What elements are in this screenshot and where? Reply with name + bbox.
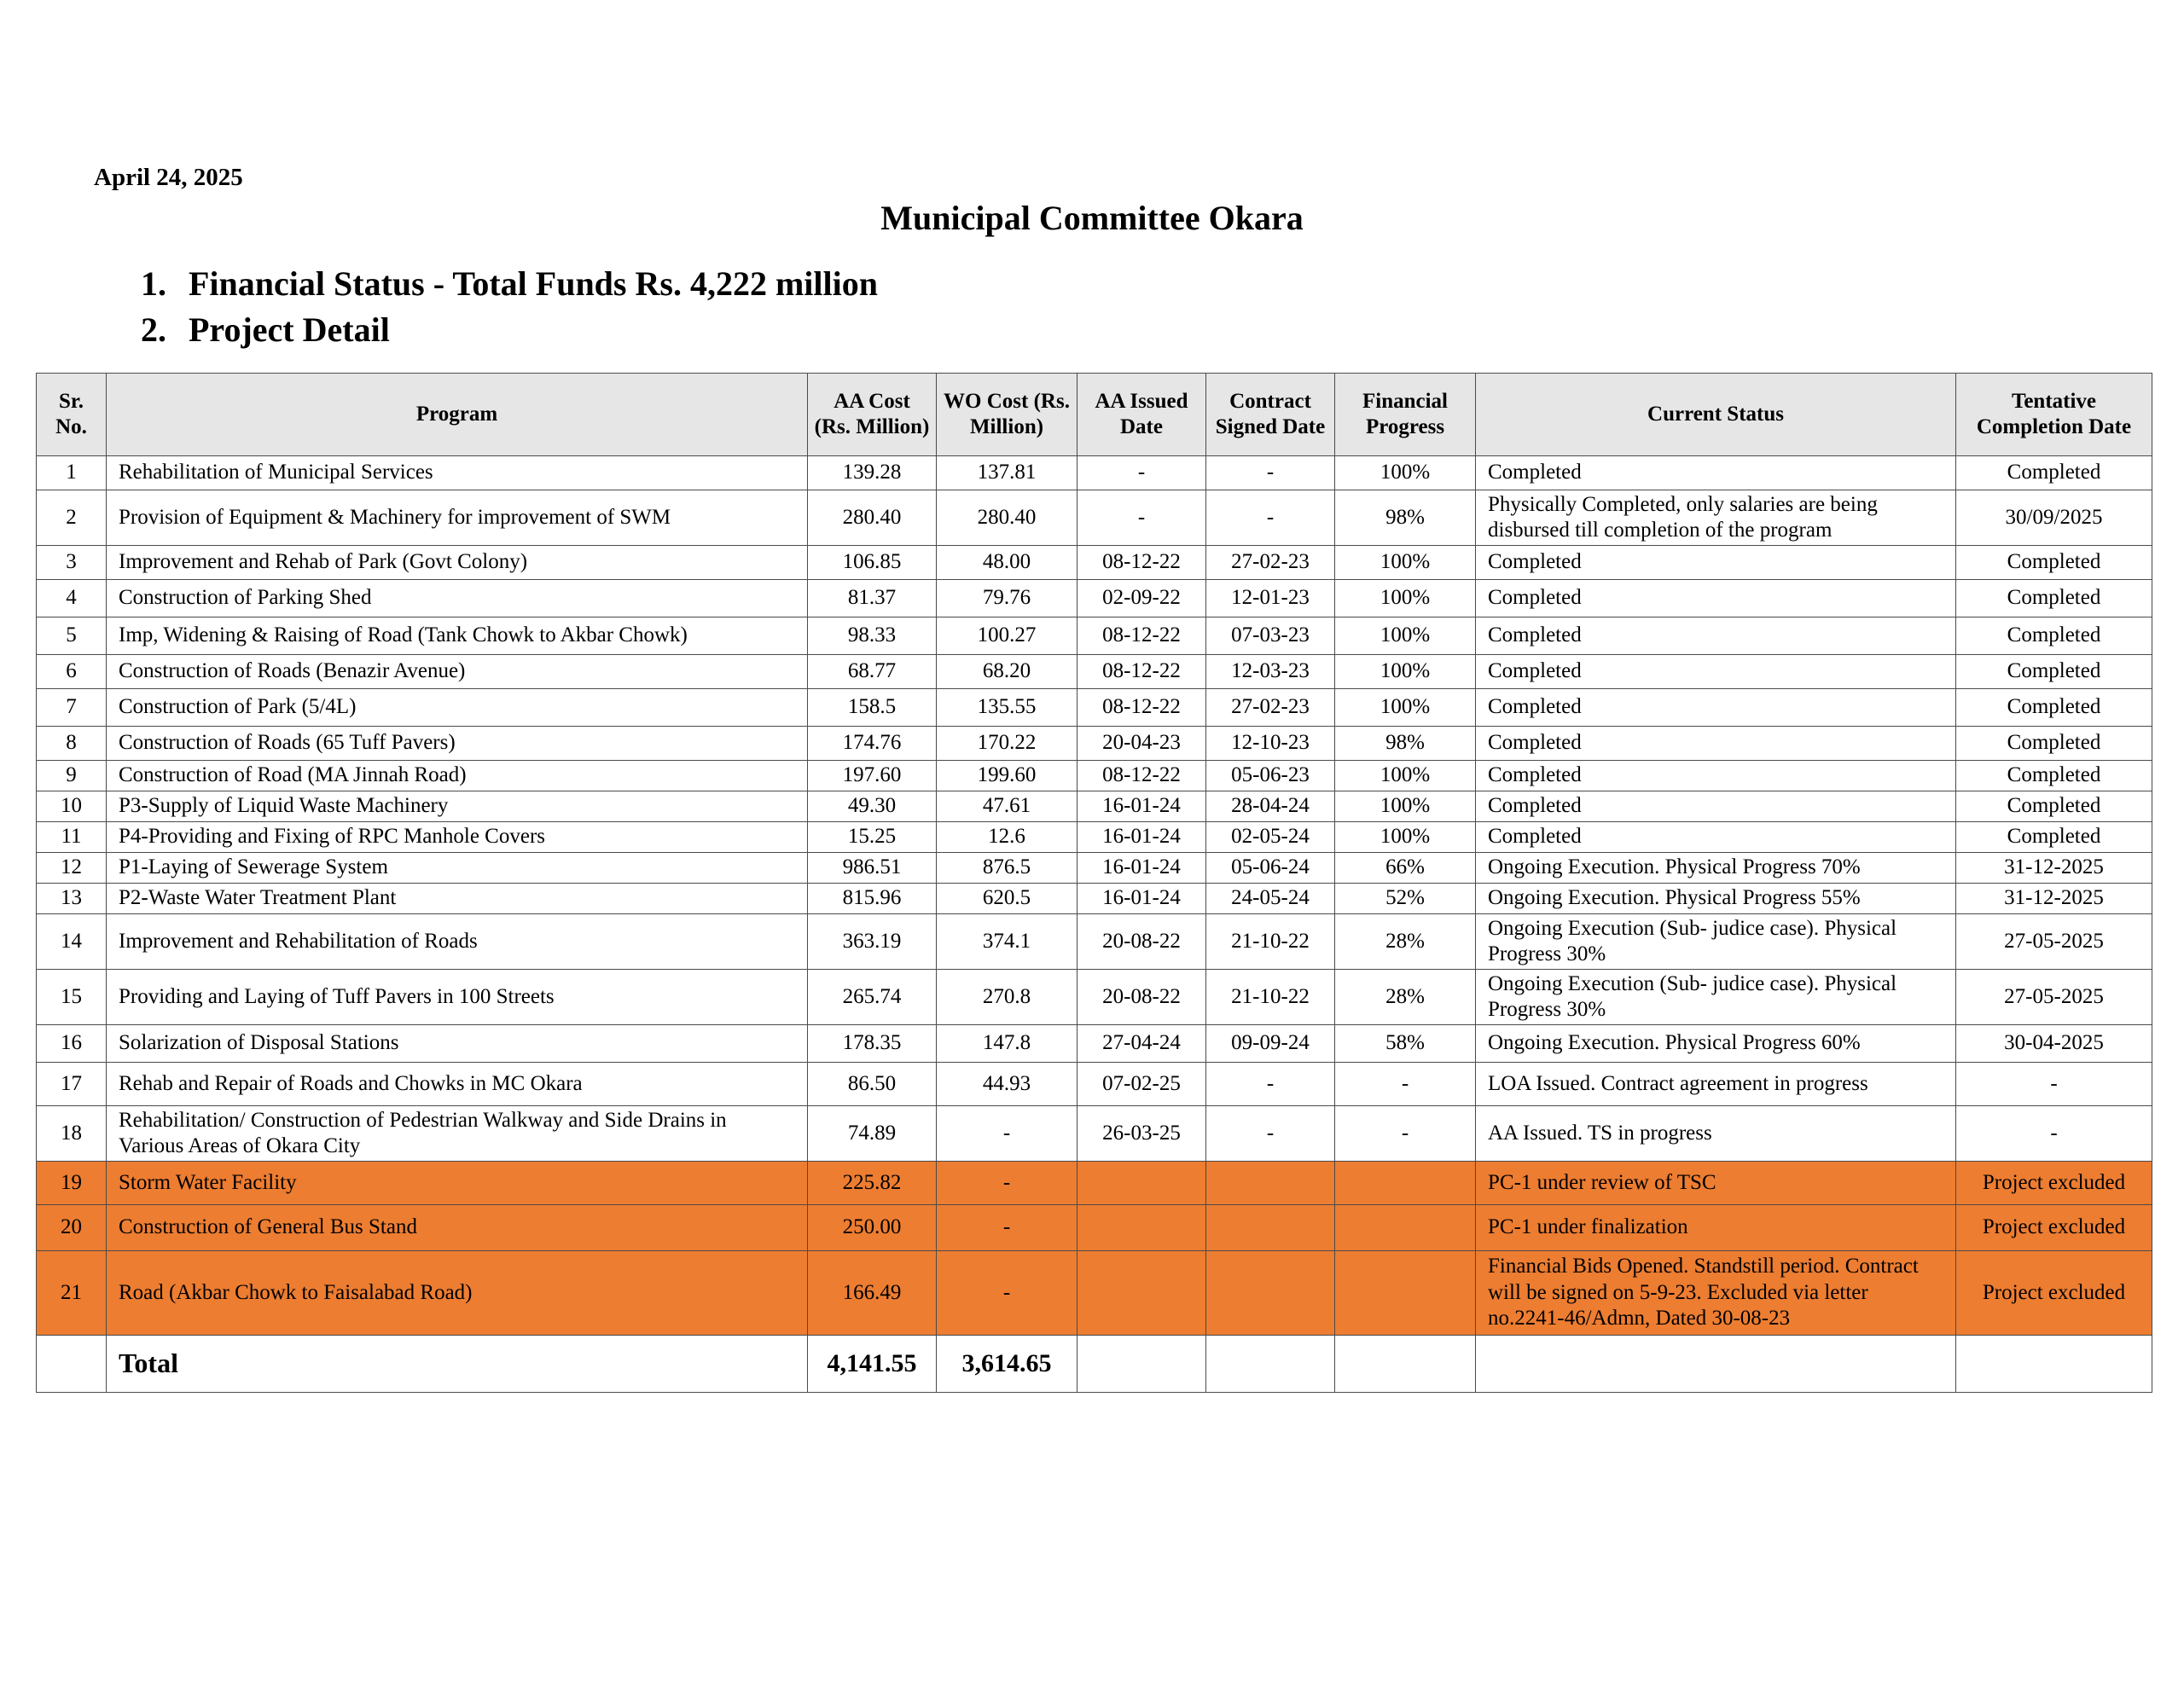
cell-tentative-completion-date: Completed <box>1956 727 2152 761</box>
cell-current-status: Completed <box>1476 822 1956 853</box>
cell-wo-cost: - <box>937 1162 1077 1205</box>
cell-current-status: Financial Bids Opened. Standstill period. Contract will be signed on 5-9-23. Excluded via letter no.2241-46/Admn, Dated 30-08-23 <box>1476 1251 1956 1336</box>
cell-aa-cost: 98.33 <box>808 617 937 655</box>
cell-contract-signed-date: 12-10-23 <box>1206 727 1335 761</box>
cell-tentative-completion-date: Project excluded <box>1956 1205 2152 1251</box>
cell-financial-progress: 28% <box>1335 970 1476 1025</box>
cell-aa-cost: 197.60 <box>808 761 937 791</box>
cell-wo-cost: - <box>937 1205 1077 1251</box>
cell-program: Construction of Road (MA Jinnah Road) <box>107 761 808 791</box>
cell-sr-no: 10 <box>37 791 107 822</box>
cell-sr-no: 18 <box>37 1106 107 1162</box>
cell-sr-no: 9 <box>37 761 107 791</box>
cell-aa-issued-date: 08-12-22 <box>1077 689 1206 727</box>
cell-aa-issued-date: 08-12-22 <box>1077 761 1206 791</box>
cell-aa-issued-date: 20-08-22 <box>1077 970 1206 1025</box>
cell-wo-cost: 44.93 <box>937 1063 1077 1106</box>
table-row <box>37 1162 2152 1205</box>
cell-current-status: Completed <box>1476 655 1956 689</box>
cell-sr-no: 1 <box>37 456 107 490</box>
cell-program: Storm Water Facility <box>107 1162 808 1205</box>
cell-tentative-completion-date: Completed <box>1956 580 2152 617</box>
cell-contract-signed-date: - <box>1206 1106 1335 1162</box>
cell-current-status: Completed <box>1476 727 1956 761</box>
heading-project-detail <box>141 307 878 353</box>
cell-aa-cost: 363.19 <box>808 914 937 970</box>
cell-sr-no: 5 <box>37 617 107 655</box>
table-row <box>37 884 2152 914</box>
cell-program: Construction of Parking Shed <box>107 580 808 617</box>
cell-aa-cost: 166.49 <box>808 1251 937 1336</box>
cell-aa-cost: 139.28 <box>808 456 937 490</box>
cell-wo-cost: 137.81 <box>937 456 1077 490</box>
cell-sr-no: 14 <box>37 914 107 970</box>
cell-aa-issued-date: 27-04-24 <box>1077 1025 1206 1063</box>
cell-financial-progress: - <box>1335 1106 1476 1162</box>
cell-program: P2-Waste Water Treatment Plant <box>107 884 808 914</box>
heading-text: Financial Status - Total Funds Rs. 4,222 million <box>189 264 878 303</box>
cell-current-status: Ongoing Execution. Physical Progress 55% <box>1476 884 1956 914</box>
cell-program: Construction of General Bus Stand <box>107 1205 808 1251</box>
cell-wo-cost: 374.1 <box>937 914 1077 970</box>
cell-wo-cost: 280.40 <box>937 490 1077 546</box>
cell-sr-no: 21 <box>37 1251 107 1336</box>
cell-aa-cost: 986.51 <box>808 853 937 884</box>
section-headings <box>141 261 878 353</box>
cell-financial-progress: 100% <box>1335 761 1476 791</box>
heading-number: 1. <box>141 264 166 303</box>
cell-contract-signed-date: - <box>1206 490 1335 546</box>
total-empty-cell <box>1476 1336 1956 1393</box>
cell-aa-issued-date: 16-01-24 <box>1077 884 1206 914</box>
cell-aa-cost: 86.50 <box>808 1063 937 1106</box>
cell-current-status: Physically Completed, only salaries are being disbursed till completion of the program <box>1476 490 1956 546</box>
cell-tentative-completion-date: Completed <box>1956 689 2152 727</box>
column-header-program: Program <box>107 374 808 456</box>
cell-contract-signed-date: 21-10-22 <box>1206 970 1335 1025</box>
cell-aa-issued-date: 08-12-22 <box>1077 546 1206 580</box>
cell-aa-issued-date <box>1077 1251 1206 1336</box>
cell-financial-progress: 66% <box>1335 853 1476 884</box>
cell-wo-cost: 12.6 <box>937 822 1077 853</box>
cell-aa-issued-date: - <box>1077 490 1206 546</box>
cell-aa-issued-date <box>1077 1205 1206 1251</box>
cell-contract-signed-date: 05-06-24 <box>1206 853 1335 884</box>
table-row <box>37 490 2152 546</box>
table-row <box>37 853 2152 884</box>
cell-aa-cost: 15.25 <box>808 822 937 853</box>
cell-aa-issued-date: 08-12-22 <box>1077 617 1206 655</box>
cell-aa-issued-date: 20-08-22 <box>1077 914 1206 970</box>
table-row <box>37 1251 2152 1336</box>
cell-current-status: Completed <box>1476 580 1956 617</box>
cell-sr-no: 13 <box>37 884 107 914</box>
cell-current-status: Ongoing Execution (Sub- judice case). Physical Progress 30% <box>1476 914 1956 970</box>
cell-sr-no: 2 <box>37 490 107 546</box>
cell-sr-no: 12 <box>37 853 107 884</box>
cell-aa-issued-date <box>1077 1162 1206 1205</box>
cell-current-status: Completed <box>1476 456 1956 490</box>
cell-program: Construction of Roads (65 Tuff Pavers) <box>107 727 808 761</box>
cell-financial-progress: - <box>1335 1063 1476 1106</box>
table-header-row <box>37 374 2152 456</box>
cell-wo-cost: 135.55 <box>937 689 1077 727</box>
cell-sr-no: 3 <box>37 546 107 580</box>
cell-financial-progress: 100% <box>1335 456 1476 490</box>
cell-program: Construction of Roads (Benazir Avenue) <box>107 655 808 689</box>
cell-current-status: PC-1 under review of TSC <box>1476 1162 1956 1205</box>
cell-financial-progress: 100% <box>1335 580 1476 617</box>
cell-aa-cost: 81.37 <box>808 580 937 617</box>
cell-aa-cost: 174.76 <box>808 727 937 761</box>
cell-program: Rehabilitation/ Construction of Pedestrian Walkway and Side Drains in Various Areas of Okara City <box>107 1106 808 1162</box>
cell-current-status: LOA Issued. Contract agreement in progress <box>1476 1063 1956 1106</box>
cell-aa-cost: 68.77 <box>808 655 937 689</box>
cell-tentative-completion-date: Completed <box>1956 456 2152 490</box>
cell-financial-progress: 100% <box>1335 617 1476 655</box>
cell-program: Providing and Laying of Tuff Pavers in 100 Streets <box>107 970 808 1025</box>
cell-tentative-completion-date: Completed <box>1956 791 2152 822</box>
table-row <box>37 580 2152 617</box>
cell-wo-cost: 170.22 <box>937 727 1077 761</box>
cell-program: P1-Laying of Sewerage System <box>107 853 808 884</box>
cell-aa-cost: 815.96 <box>808 884 937 914</box>
cell-sr-no: 15 <box>37 970 107 1025</box>
cell-contract-signed-date: 05-06-23 <box>1206 761 1335 791</box>
cell-program: Rehabilitation of Municipal Services <box>107 456 808 490</box>
table-row <box>37 791 2152 822</box>
cell-aa-issued-date: 08-12-22 <box>1077 655 1206 689</box>
table-row <box>37 1106 2152 1162</box>
table-row <box>37 655 2152 689</box>
cell-aa-cost: 265.74 <box>808 970 937 1025</box>
cell-sr-no: 8 <box>37 727 107 761</box>
cell-aa-cost: 74.89 <box>808 1106 937 1162</box>
cell-wo-cost: 47.61 <box>937 791 1077 822</box>
cell-program: Improvement and Rehab of Park (Govt Colony) <box>107 546 808 580</box>
cell-program: Solarization of Disposal Stations <box>107 1025 808 1063</box>
cell-current-status: AA Issued. TS in progress <box>1476 1106 1956 1162</box>
cell-financial-progress: 100% <box>1335 655 1476 689</box>
cell-contract-signed-date: 09-09-24 <box>1206 1025 1335 1063</box>
cell-aa-cost: 280.40 <box>808 490 937 546</box>
cell-contract-signed-date: - <box>1206 456 1335 490</box>
project-detail-table <box>36 373 2152 1393</box>
document-title: Municipal Committee Okara <box>880 199 1304 237</box>
table-row <box>37 617 2152 655</box>
cell-wo-cost: 147.8 <box>937 1025 1077 1063</box>
cell-wo-cost: 68.20 <box>937 655 1077 689</box>
cell-contract-signed-date: 12-03-23 <box>1206 655 1335 689</box>
cell-tentative-completion-date: Completed <box>1956 617 2152 655</box>
cell-wo-cost: 270.8 <box>937 970 1077 1025</box>
cell-aa-issued-date: 07-02-25 <box>1077 1063 1206 1106</box>
cell-sr-no: 20 <box>37 1205 107 1251</box>
cell-current-status: Completed <box>1476 791 1956 822</box>
cell-contract-signed-date: 07-03-23 <box>1206 617 1335 655</box>
total-sr-cell <box>37 1336 107 1393</box>
cell-financial-progress <box>1335 1205 1476 1251</box>
table-row <box>37 1025 2152 1063</box>
cell-contract-signed-date: 24-05-24 <box>1206 884 1335 914</box>
cell-contract-signed-date: 21-10-22 <box>1206 914 1335 970</box>
total-row <box>37 1336 2152 1393</box>
cell-aa-issued-date: 20-04-23 <box>1077 727 1206 761</box>
column-header-current-status: Current Status <box>1476 374 1956 456</box>
cell-wo-cost: 79.76 <box>937 580 1077 617</box>
cell-wo-cost: 876.5 <box>937 853 1077 884</box>
table-row <box>37 689 2152 727</box>
cell-aa-issued-date: 16-01-24 <box>1077 791 1206 822</box>
cell-current-status: PC-1 under finalization <box>1476 1205 1956 1251</box>
cell-tentative-completion-date: 31-12-2025 <box>1956 853 2152 884</box>
cell-program: Provision of Equipment & Machinery for improvement of SWM <box>107 490 808 546</box>
cell-tentative-completion-date: Project excluded <box>1956 1162 2152 1205</box>
cell-program: Imp, Widening & Raising of Road (Tank Chowk to Akbar Chowk) <box>107 617 808 655</box>
column-header-contract-signed-date: Contract Signed Date <box>1206 374 1335 456</box>
heading-text: Project Detail <box>189 310 390 349</box>
cell-contract-signed-date <box>1206 1251 1335 1336</box>
cell-financial-progress: 52% <box>1335 884 1476 914</box>
cell-financial-progress: 100% <box>1335 822 1476 853</box>
cell-current-status: Ongoing Execution. Physical Progress 70% <box>1476 853 1956 884</box>
column-header-tentative-completion-date: Tentative Completion Date <box>1956 374 2152 456</box>
cell-contract-signed-date <box>1206 1162 1335 1205</box>
cell-sr-no: 4 <box>37 580 107 617</box>
table-body <box>37 456 2152 1336</box>
cell-program: Construction of Park (5/4L) <box>107 689 808 727</box>
table-row <box>37 1063 2152 1106</box>
heading-number: 2. <box>141 310 166 349</box>
table-row <box>37 822 2152 853</box>
cell-tentative-completion-date: Completed <box>1956 761 2152 791</box>
column-header-financial-progress: Financial Progress <box>1335 374 1476 456</box>
cell-current-status: Completed <box>1476 617 1956 655</box>
table-row <box>37 727 2152 761</box>
table-row <box>37 761 2152 791</box>
total-empty-cell <box>1335 1336 1476 1393</box>
cell-contract-signed-date: 27-02-23 <box>1206 546 1335 580</box>
cell-wo-cost: 48.00 <box>937 546 1077 580</box>
cell-tentative-completion-date: Completed <box>1956 655 2152 689</box>
table-row <box>37 456 2152 490</box>
cell-program: Road (Akbar Chowk to Faisalabad Road) <box>107 1251 808 1336</box>
cell-sr-no: 19 <box>37 1162 107 1205</box>
cell-aa-issued-date: 26-03-25 <box>1077 1106 1206 1162</box>
cell-contract-signed-date: 27-02-23 <box>1206 689 1335 727</box>
cell-aa-cost: 106.85 <box>808 546 937 580</box>
cell-tentative-completion-date: - <box>1956 1106 2152 1162</box>
cell-financial-progress: 58% <box>1335 1025 1476 1063</box>
cell-aa-cost: 158.5 <box>808 689 937 727</box>
column-header-wo-cost: WO Cost (Rs. Million) <box>937 374 1077 456</box>
cell-aa-issued-date: 02-09-22 <box>1077 580 1206 617</box>
cell-aa-issued-date: 16-01-24 <box>1077 853 1206 884</box>
cell-aa-cost: 178.35 <box>808 1025 937 1063</box>
cell-contract-signed-date: 02-05-24 <box>1206 822 1335 853</box>
cell-current-status: Completed <box>1476 546 1956 580</box>
cell-tentative-completion-date: 27-05-2025 <box>1956 914 2152 970</box>
cell-tentative-completion-date: 30-04-2025 <box>1956 1025 2152 1063</box>
cell-current-status: Ongoing Execution. Physical Progress 60% <box>1476 1025 1956 1063</box>
cell-tentative-completion-date: Completed <box>1956 822 2152 853</box>
cell-financial-progress: 28% <box>1335 914 1476 970</box>
cell-sr-no: 16 <box>37 1025 107 1063</box>
cell-wo-cost: 620.5 <box>937 884 1077 914</box>
cell-program: P3-Supply of Liquid Waste Machinery <box>107 791 808 822</box>
cell-financial-progress: 100% <box>1335 791 1476 822</box>
cell-tentative-completion-date: 30/09/2025 <box>1956 490 2152 546</box>
heading-financial-status <box>141 261 878 307</box>
cell-contract-signed-date <box>1206 1205 1335 1251</box>
document-date: April 24, 2025 <box>94 164 243 191</box>
cell-wo-cost: - <box>937 1106 1077 1162</box>
cell-aa-cost: 225.82 <box>808 1162 937 1205</box>
cell-program: P4-Providing and Fixing of RPC Manhole Covers <box>107 822 808 853</box>
cell-sr-no: 6 <box>37 655 107 689</box>
total-wo-cost: 3,614.65 <box>937 1336 1077 1393</box>
cell-aa-cost: 49.30 <box>808 791 937 822</box>
cell-sr-no: 11 <box>37 822 107 853</box>
cell-aa-issued-date: 16-01-24 <box>1077 822 1206 853</box>
cell-tentative-completion-date: 27-05-2025 <box>1956 970 2152 1025</box>
cell-current-status: Ongoing Execution (Sub- judice case). Physical Progress 30% <box>1476 970 1956 1025</box>
total-empty-cell <box>1077 1336 1206 1393</box>
total-empty-cell <box>1956 1336 2152 1393</box>
cell-financial-progress: 100% <box>1335 546 1476 580</box>
cell-financial-progress <box>1335 1162 1476 1205</box>
column-header-aa-issued-date: AA Issued Date <box>1077 374 1206 456</box>
total-empty-cell <box>1206 1336 1335 1393</box>
cell-current-status: Completed <box>1476 689 1956 727</box>
cell-tentative-completion-date: - <box>1956 1063 2152 1106</box>
cell-aa-cost: 250.00 <box>808 1205 937 1251</box>
total-aa-cost: 4,141.55 <box>808 1336 937 1393</box>
cell-wo-cost: 100.27 <box>937 617 1077 655</box>
total-label: Total <box>107 1336 808 1393</box>
cell-wo-cost: 199.60 <box>937 761 1077 791</box>
cell-contract-signed-date: 12-01-23 <box>1206 580 1335 617</box>
cell-sr-no: 17 <box>37 1063 107 1106</box>
column-header-sr-no: Sr. No. <box>37 374 107 456</box>
table-row <box>37 970 2152 1025</box>
cell-financial-progress: 100% <box>1335 689 1476 727</box>
cell-wo-cost: - <box>937 1251 1077 1336</box>
column-header-aa-cost: AA Cost (Rs. Million) <box>808 374 937 456</box>
table-row <box>37 546 2152 580</box>
cell-sr-no: 7 <box>37 689 107 727</box>
cell-contract-signed-date: - <box>1206 1063 1335 1106</box>
table-row <box>37 1205 2152 1251</box>
cell-tentative-completion-date: 31-12-2025 <box>1956 884 2152 914</box>
cell-financial-progress <box>1335 1251 1476 1336</box>
cell-aa-issued-date: - <box>1077 456 1206 490</box>
cell-tentative-completion-date: Completed <box>1956 546 2152 580</box>
cell-program: Improvement and Rehabilitation of Roads <box>107 914 808 970</box>
cell-program: Rehab and Repair of Roads and Chowks in MC Okara <box>107 1063 808 1106</box>
cell-contract-signed-date: 28-04-24 <box>1206 791 1335 822</box>
cell-tentative-completion-date: Project excluded <box>1956 1251 2152 1336</box>
cell-current-status: Completed <box>1476 761 1956 791</box>
cell-financial-progress: 98% <box>1335 727 1476 761</box>
table-row <box>37 914 2152 970</box>
cell-financial-progress: 98% <box>1335 490 1476 546</box>
